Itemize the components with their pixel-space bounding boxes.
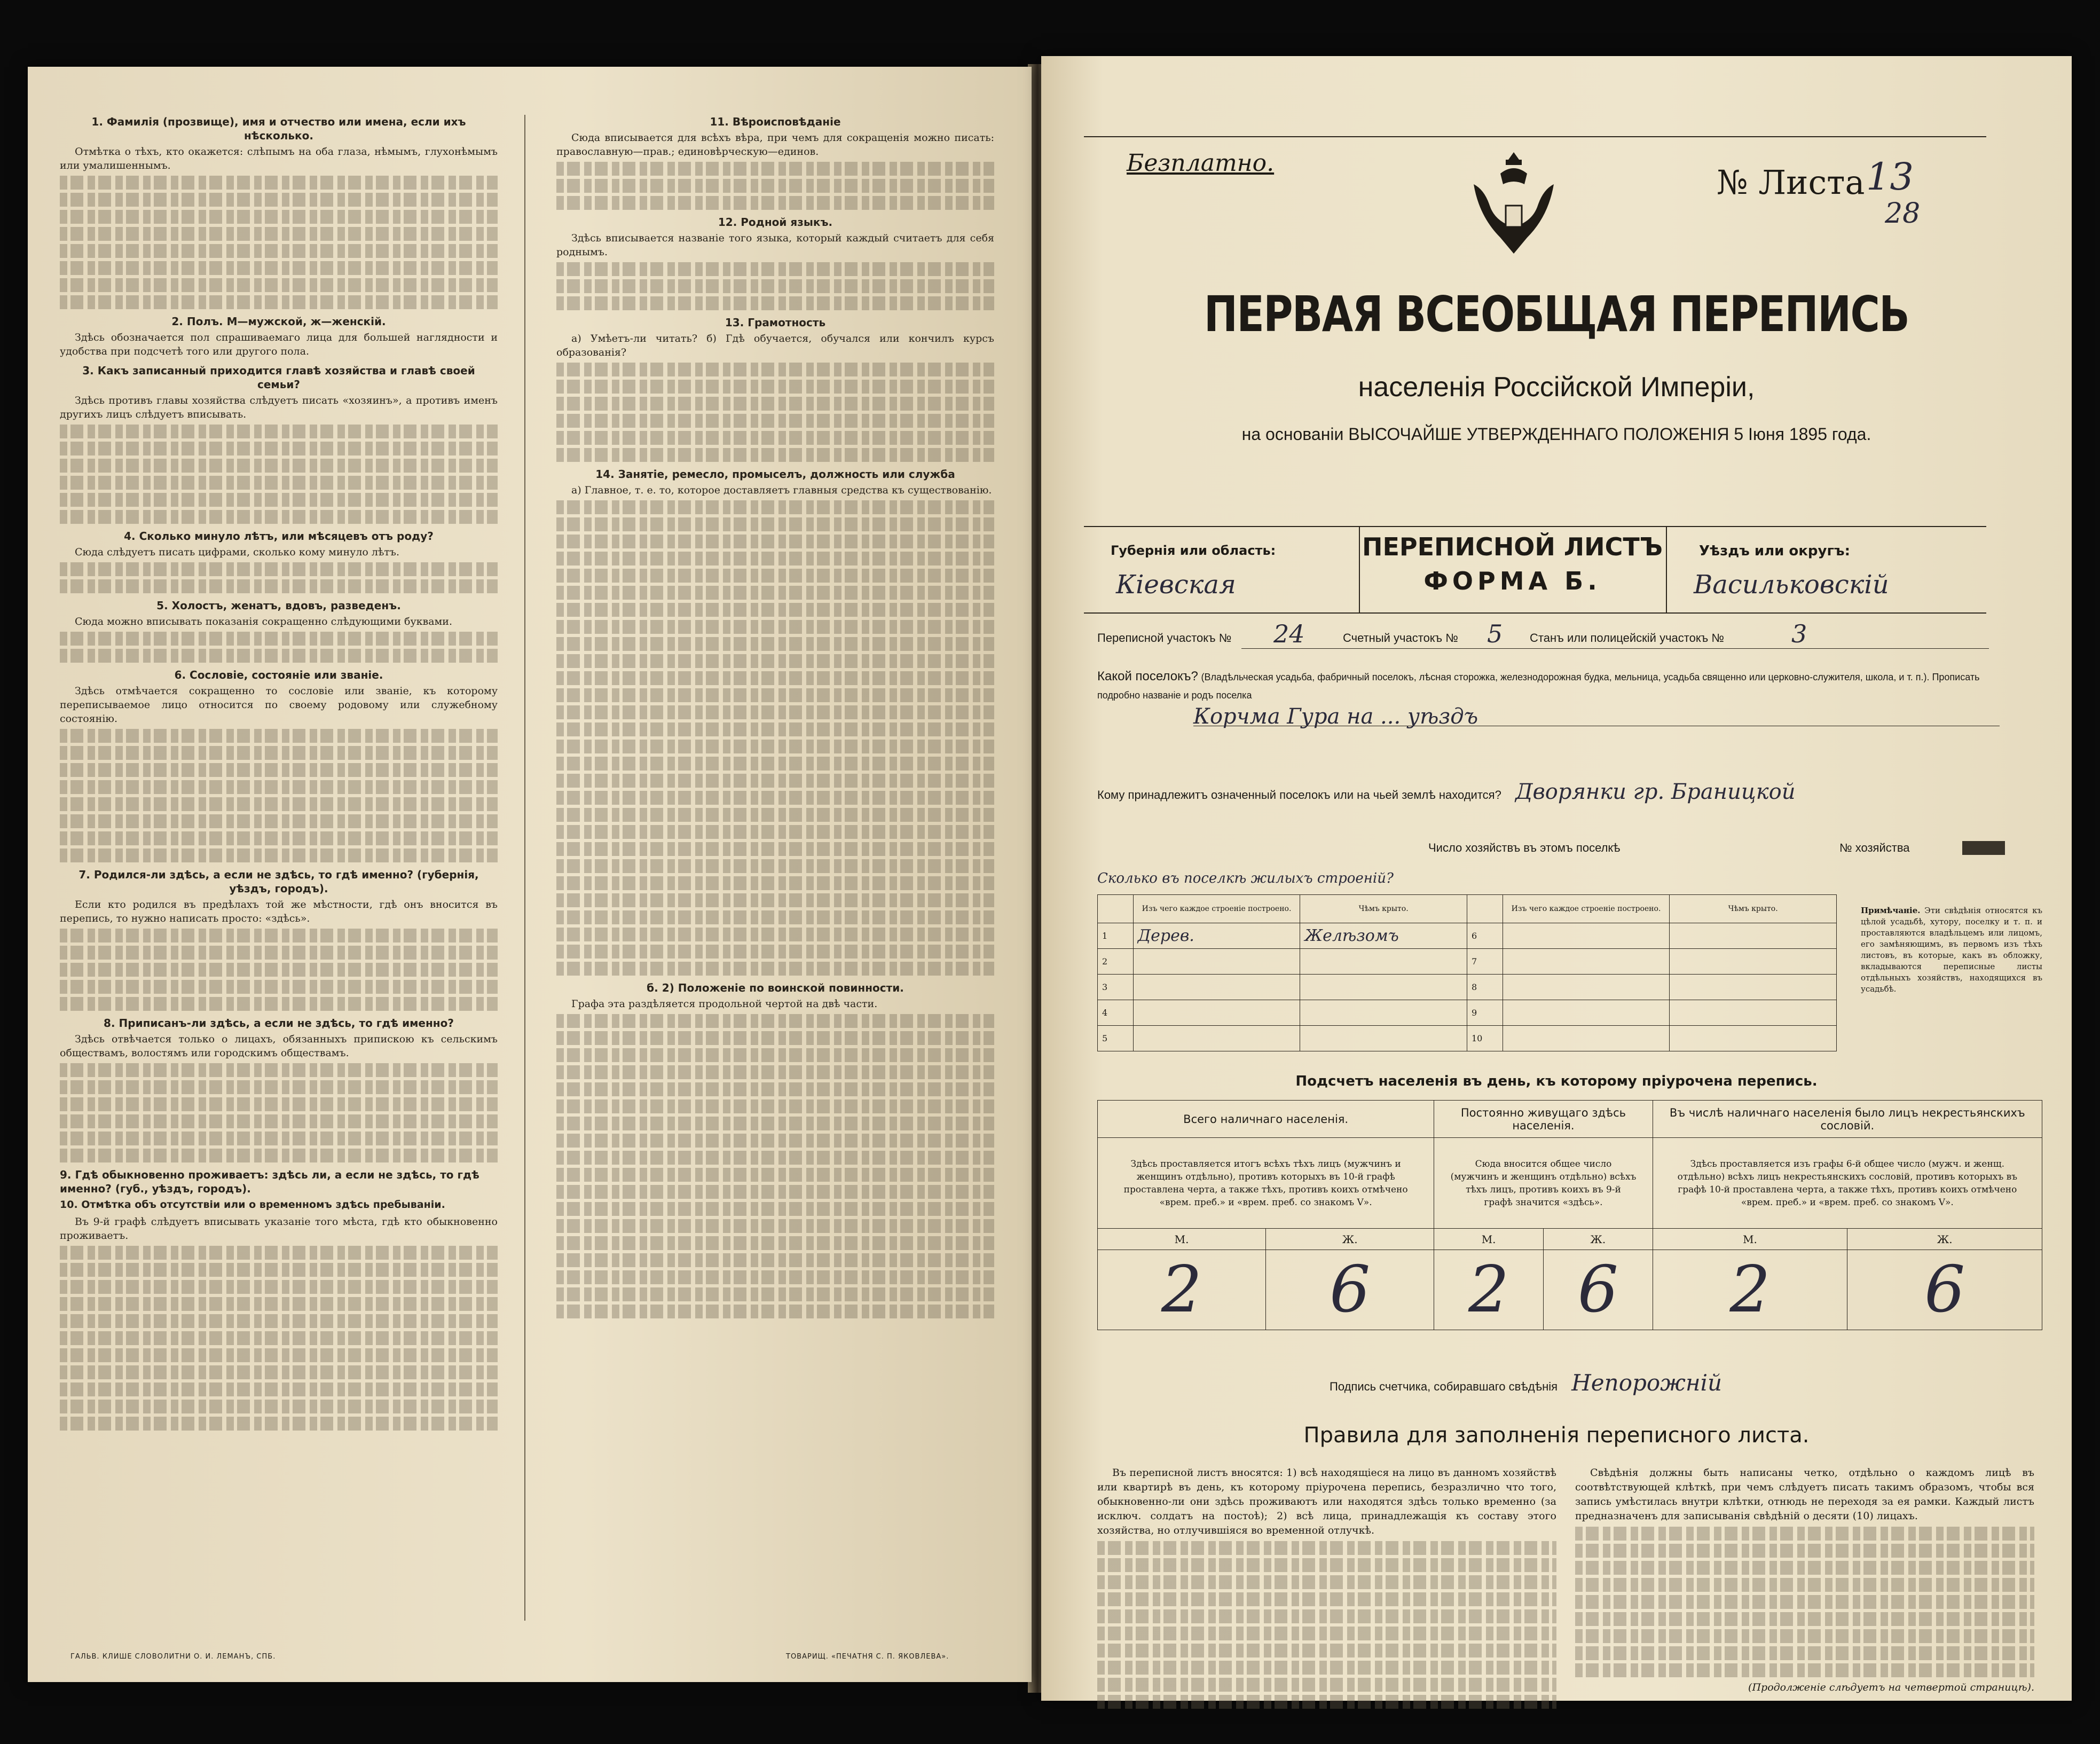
section-heading: 4. Сколько минуло лѣтъ, или мѣсяцевъ отъ роду? <box>124 530 434 543</box>
free-label: Безплатно. <box>1127 150 1275 177</box>
counter-signature-label: Подпись счетчика, собиравшаго свѣдѣнія <box>1330 1380 1558 1393</box>
section-text: Отмѣтка о тѣхъ, кто окажется: слѣпымъ на оба глаза, нѣмымъ, глухонѣмымъ или умалишеннымъ. <box>60 146 498 171</box>
imperial-eagle-emblem <box>1468 147 1559 259</box>
form-title-line-1: ПЕРЕПИСНОЙ ЛИСТЪ <box>1362 532 1663 561</box>
permanent-female-count: 6 <box>1543 1250 1653 1330</box>
row-number: 6 <box>1467 923 1503 949</box>
police-district-value: 3 <box>1791 619 1807 648</box>
census-district-value: 24 <box>1273 619 1305 648</box>
permanent-male-count: 2 <box>1434 1250 1544 1330</box>
gubernia-cell <box>1084 527 1360 612</box>
section-text: Здѣсь вписывается названіе того языка, который каждый считаетъ для себя роднымъ. <box>556 232 994 258</box>
material-value: Дерев. <box>1133 923 1300 949</box>
female-label: Ж. <box>1543 1229 1653 1250</box>
households-row <box>1097 841 2000 862</box>
section-heading: 11. Вѣроисповѣданіе <box>710 115 841 128</box>
nonpeasant-female-count: 6 <box>1847 1250 2042 1330</box>
owner-label: Кому принадлежитъ означенный поселокъ или на чьей землѣ находится? <box>1097 788 1501 802</box>
roof-value: Желѣзомъ <box>1300 923 1467 949</box>
row-number: 9 <box>1467 1000 1503 1026</box>
roof-header: Чѣмъ крыто. <box>1300 895 1467 923</box>
printer-footnote-left: ГАЛЬВ. КЛИШЕ СЛОВОЛИТНИ О. И. ЛЕМАНЪ, СПБ. <box>70 1653 276 1661</box>
printer-footnote-right: ТОВАРИЩ. «ПЕЧАТНЯ С. П. ЯКОВЛЕВА». <box>786 1653 949 1661</box>
owner-row <box>1097 780 2000 804</box>
section-text: Сюда вписывается для всѣхъ вѣра, при чемъ для сокращенія можно писать: православную—прав.; единовѣрческую—единов. <box>556 132 994 158</box>
buildings-label: Сколько въ поселкѣ жилыхъ строеній? <box>1097 870 1394 886</box>
section-text: Здѣсь противъ главы хозяйства слѣдуетъ писать «хозяинъ», а противъ именъ другихъ лицъ слѣдуетъ вписывать. <box>60 395 498 420</box>
count-col-title: Въ числѣ наличнаго населенія было лицъ некрестьянскихъ сословій. <box>1653 1101 2042 1138</box>
section-heading: 3. Какъ записанный приходится главѣ хозяйства и главѣ своей семьи? <box>82 364 475 391</box>
household-number-label: № хозяйства <box>1839 841 1910 854</box>
buildings-note <box>1861 905 2042 995</box>
section-6 <box>60 668 498 862</box>
buildings-table <box>1097 894 1837 1051</box>
row-number: 2 <box>1098 949 1134 975</box>
female-label: Ж. <box>1266 1229 1434 1250</box>
uezd-label: Уѣздъ или округъ: <box>1699 543 1850 559</box>
section-heading: 13. Грамотность <box>725 316 826 329</box>
buildings-row <box>1098 949 1837 975</box>
row-number: 5 <box>1098 1026 1134 1051</box>
section-heading: 6. Сословіе, состояніе или званіе. <box>174 669 383 681</box>
section-text: Въ 9-й графѣ слѣдуетъ вписывать указаніе того мѣста, гдѣ кто обыкновенно проживаетъ. <box>60 1216 498 1242</box>
rules-left-text: Въ переписной листъ вносятся: 1) всѣ находящіеся на лицо въ данномъ хозяйствѣ или квартирѣ въ день, къ которому пріурочена перепись, безразлично что того, обыкновенно-ли они здѣсь проживаютъ или находятся здѣсь только временно (за исключ. солдатъ на постоѣ); 2) всѣ лица, принадлежащія къ составу этого хозяйства, но отлучившіяся во временной отлучкѣ. <box>1097 1467 1556 1536</box>
section-7 <box>60 868 498 1011</box>
section-text: Графа эта раздѣляется продольной чертой на двѣ части. <box>571 998 878 1010</box>
census-main-title: ПЕРВАЯ ВСЕОБЩАЯ ПЕРЕПИСЬ <box>1204 286 1909 343</box>
section-1 <box>60 115 498 309</box>
form-title-cell <box>1359 527 1666 612</box>
count-district-value: 5 <box>1487 619 1503 648</box>
total-female-count: 6 <box>1266 1250 1434 1330</box>
sheet-number-value: 13 <box>1866 155 1914 199</box>
column-divider <box>524 115 525 1621</box>
household-number-stamp <box>1962 841 2005 855</box>
section-heading: 12. Родной языкъ. <box>718 216 833 229</box>
total-male-count: 2 <box>1098 1250 1266 1330</box>
settlement-hint: (Владѣльческая усадьба, фабричный поселокъ, лѣсная сторожка, железнодорожная будка, мельница, усадьба священно или церковно-служителя, школа, и т. п.). Прописать подробно названіе и родъ поселка <box>1097 672 1980 701</box>
male-label: М. <box>1434 1229 1544 1250</box>
rules-continued-note: (Продолженіе слѣдуетъ на четвертой страницѣ). <box>1748 1682 2034 1693</box>
note-label: Примѣчаніе. <box>1861 906 1921 915</box>
section-11 <box>556 115 994 210</box>
section-text: Если кто родился въ предѣлахъ той же мѣстности, гдѣ онъ вносится въ перепись, то нужно написать просто: «здѣсь». <box>60 899 498 924</box>
count-col-desc: Здѣсь проставляется изъ графы 6-й общее число (мужч. и женщ. отдѣльно) всѣхъ лицъ некрестьянскихъ сословій, противъ которыхъ въ графѣ 10-й проставлена черта, а также тѣхъ, противъ коихъ отмѣчено «врем. преб.» и «врем. преб. со знакомъ V». <box>1653 1138 2042 1229</box>
uezd-value: Васильковскій <box>1694 570 1889 600</box>
census-district-label: Переписной участокъ № <box>1097 631 1232 645</box>
row-number: 4 <box>1098 1000 1134 1026</box>
settlement-value: Корчма Гура на ... уѣздъ <box>1193 708 2000 726</box>
row-number: 1 <box>1098 923 1134 949</box>
section-text: Здѣсь отвѣчается только о лицахъ, обязанныхъ припискою къ сельскимъ обществамъ, волостямъ или городскимъ обществамъ. <box>60 1033 498 1059</box>
count-col-desc: Здѣсь проставляется итогъ всѣхъ тѣхъ лицъ (мужчинъ и женщинъ отдѣльно), противъ которыхъ въ 10-й графѣ проставлена черта, а также тѣхъ, противъ коихъ отмѣчено «врем. преб.» и «врем. преб. со знакомъ V». <box>1098 1138 1434 1229</box>
row-number: 3 <box>1098 975 1134 1000</box>
section-heading: 9. Гдѣ обыкновенно проживаетъ: здѣсь ли, а если не здѣсь, то гдѣ именно? (губ., уѣздъ, городъ). <box>60 1168 479 1195</box>
gubernia-label: Губернія или область: <box>1111 543 1276 558</box>
row-number: 8 <box>1467 975 1503 1000</box>
section-heading: 7. Родился-ли здѣсь, а если не здѣсь, то гдѣ именно? (губернія, уѣздъ, городъ). <box>78 868 479 895</box>
section-heading: 2. Полъ. М—мужской, ж—женскій. <box>171 315 386 328</box>
rules-right-text: Свѣдѣнія должны быть написаны четко, отдѣльно о каждомъ лицѣ въ соотвѣтствующей клѣткѣ, при чемъ слѣдуетъ писать такимъ образомъ, чтобы вся запись умѣстилась внутри клѣтки, отнюдь не переходя за ея рамки. Каждый листъ предназначенъ для записыванія свѣдѣній о десяти (10) лицахъ. <box>1575 1467 2034 1522</box>
section-10-heading: 10. Отмѣтка объ отсутствіи или о временномъ здѣсь пребываніи. <box>60 1199 445 1211</box>
population-count-table <box>1097 1100 2042 1330</box>
form-header-row <box>1084 526 1986 614</box>
section-heading: 8. Приписанъ-ли здѣсь, а если не здѣсь, то гдѣ именно? <box>104 1017 454 1030</box>
section-heading: 5. Холостъ, женатъ, вдовъ, разведенъ. <box>156 599 401 612</box>
sheet-number-label: № Листа <box>1717 163 1865 202</box>
row-number: 10 <box>1467 1026 1503 1051</box>
owner-value: Дворянки гр. Браницкой <box>1515 780 1796 804</box>
buildings-row <box>1098 975 1837 1000</box>
nonpeasant-male-count: 2 <box>1653 1250 1847 1330</box>
rules-right-column <box>1575 1466 2034 1698</box>
sheet-number-alt: 28 <box>1885 198 1921 230</box>
census-legal-basis: на основаніи ВЫСОЧАЙШЕ УТВЕРЖДЕННАГО ПОЛОЖЕНІЯ 5 Іюня 1895 года. <box>1241 425 1871 444</box>
female-label: Ж. <box>1847 1229 2042 1250</box>
count-col-title: Всего наличнаго населенія. <box>1098 1101 1434 1138</box>
rules-left-column <box>1097 1466 1556 1712</box>
section-14 <box>556 467 994 976</box>
section-3 <box>60 364 498 524</box>
buildings-row <box>1098 1000 1837 1026</box>
count-col-title: Постоянно живущаго здѣсь населенія. <box>1434 1101 1653 1138</box>
counter-signature-row <box>1330 1370 1722 1396</box>
buildings-row <box>1098 1026 1837 1051</box>
section-8 <box>60 1016 498 1162</box>
uezd-cell <box>1666 527 1987 612</box>
settlement-label: Какой поселокъ? <box>1097 669 1198 684</box>
section-text: а) Главное, т. е. то, которое доставляетъ главныя средства къ существованію. <box>571 484 992 496</box>
district-row <box>1097 619 1994 657</box>
right-page-census-form <box>1041 56 2072 1701</box>
instructions-column-2 <box>556 109 994 1322</box>
section-text: а) Умѣетъ-ли читать? б) Гдѣ обучается, обучался или кончилъ курсъ образованія? <box>556 333 994 358</box>
note-text: Эти свѣдѣнія относятся къ цѣлой усадьбѣ, хутору, поселку и т. п. и проставляются владѣльцемъ или лицомъ, его замѣняющимъ, въ первомъ изъ тѣхъ листовъ, въ которые, какъ въ обложку, вкладываются переписные листы отдѣльныхъ хозяйствъ, находящихся въ усадьбѣ. <box>1861 906 2042 994</box>
police-district-label: Станъ или полицейскій участокъ № <box>1530 631 1724 645</box>
section-5 <box>60 599 498 663</box>
section-heading: 1. Фамилія (прозвище), имя и отчество или имена, если ихъ нѣсколько. <box>91 115 466 142</box>
male-label: М. <box>1098 1229 1266 1250</box>
roof-header: Чѣмъ крыто. <box>1670 895 1837 923</box>
census-subtitle: населенія Россійской Имперіи, <box>1358 372 1755 403</box>
section-text: Сюда слѣдуетъ писать цифрами, сколько кому минуло лѣтъ. <box>75 546 400 558</box>
buildings-row <box>1098 923 1837 949</box>
section-9 <box>60 1168 498 1431</box>
count-district-label: Счетный участокъ № <box>1343 631 1458 645</box>
section-text: Здѣсь отмѣчается сокращенно то сословіе или званіе, къ которому переписываемое лицо относится по своему родовому или служебному состоянію. <box>60 685 498 725</box>
section-13 <box>556 316 994 462</box>
section-text: Здѣсь обозначается пол спрашиваемаго лица для большей наглядности и удобства при подсчетѣ того или другого пола. <box>60 332 498 357</box>
section-heading: 14. Занятіе, ремесло, промыселъ, должность или служба <box>595 468 955 481</box>
section-heading: б. 2) Положеніе по воинской повинности. <box>647 981 904 994</box>
row-number: 7 <box>1467 949 1503 975</box>
settlement-block <box>1097 667 2000 729</box>
counter-signature-value: Непорожній <box>1571 1370 1723 1396</box>
material-header: Изъ чего каждое строеніе построено. <box>1133 895 1300 923</box>
section-12 <box>556 215 994 310</box>
households-label: Число хозяйствъ въ этомъ поселкѣ <box>1428 841 1621 854</box>
instructions-column-1 <box>60 109 498 1434</box>
section-text: Сюда можно вписывать показанія сокращенно слѣдующими буквами. <box>75 616 453 627</box>
gubernia-value: Кіевская <box>1116 570 1236 600</box>
section-2 <box>60 315 498 358</box>
material-header: Изъ чего каждое строеніе построено. <box>1503 895 1670 923</box>
rules-title: Правила для заполненія переписного листа. <box>1303 1423 1810 1448</box>
section-4 <box>60 529 498 593</box>
male-label: М. <box>1653 1229 1847 1250</box>
section-14-b <box>556 981 994 1318</box>
left-page-instructions <box>28 67 1032 1682</box>
form-title-line-2: ФОРМА Б. <box>1423 567 1601 595</box>
count-col-desc: Сюда вносится общее число (мужчинъ и женщинъ отдѣльно) всѣхъ тѣхъ лицъ, противъ коихъ въ 9-й графѣ значится «здѣсь». <box>1434 1138 1653 1229</box>
population-count-title: Подсчетъ населенія въ день, къ которому пріурочена перепись. <box>1295 1073 1818 1089</box>
